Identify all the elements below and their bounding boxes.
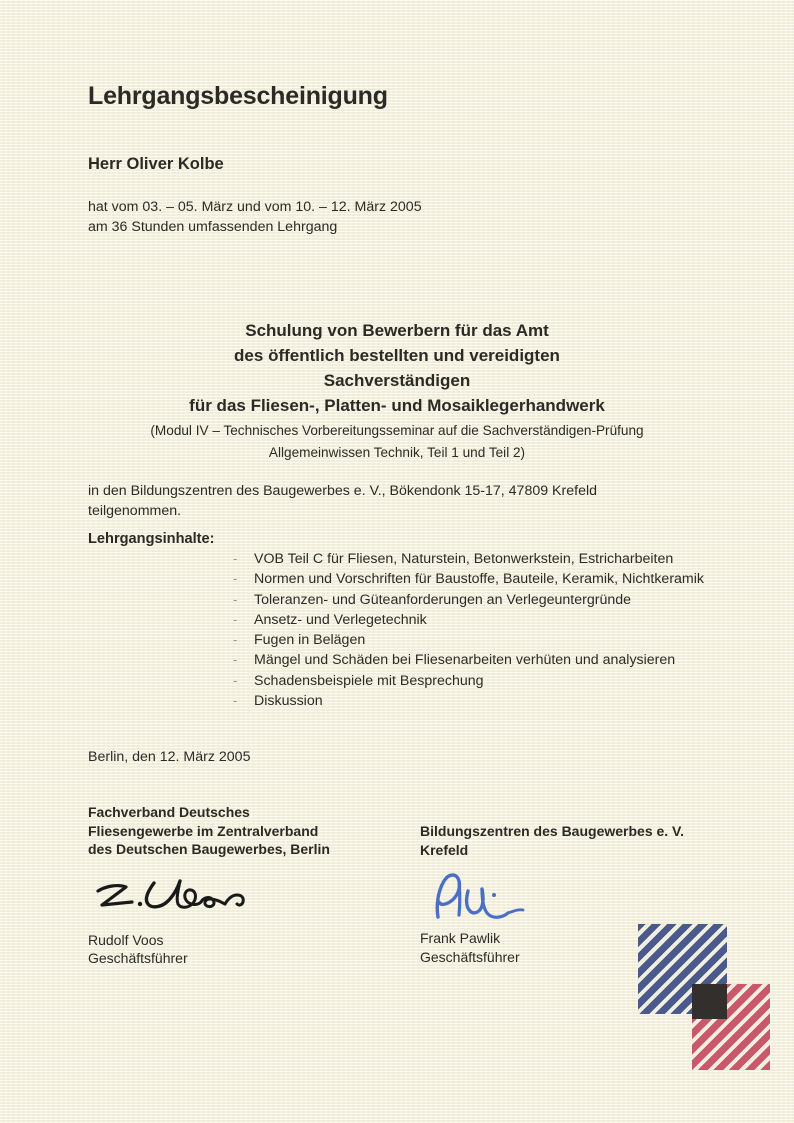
signatory-org-line-3: des Deutschen Baugewerbes, Berlin: [88, 841, 330, 857]
handwritten-signature-pawlik: [420, 869, 720, 929]
list-item: [232, 650, 752, 670]
venue-line-2: teilgenommen.: [88, 503, 182, 519]
signatory-name: Rudolf Voos: [88, 931, 164, 948]
course-title-line-1: Schulung von Bewerbern für das Amt: [245, 321, 549, 340]
signatory-org-line-1: Fachverband Deutsches: [88, 804, 250, 820]
list-item: [232, 691, 752, 711]
list-item: [232, 610, 752, 630]
list-item-label: Diskussion: [254, 693, 323, 710]
signatory-organisation: [88, 803, 378, 859]
bzb-logo: [638, 924, 770, 1070]
list-item: [232, 549, 752, 569]
contents-label: Lehrgangsinhalte:: [88, 531, 215, 547]
list-item-label: Schadensbeispiele mit Besprechung: [254, 672, 484, 689]
contents-list: [232, 549, 752, 711]
course-subtitle-line-1: (Modul IV – Technisches Vorbereitungsseminar auf die Sachverständigen-Prüfung: [150, 423, 644, 438]
handwritten-signature-voos: [88, 871, 378, 931]
course-title-line-3: Sachverständigen: [323, 371, 471, 390]
signature-block-left: [88, 803, 378, 968]
course-subtitle-line-2: Allgemeinwissen Technik, Teil 1 und Teil 2): [268, 445, 526, 460]
venue-line-1: in den Bildungszentren des Baugewerbes e. V., Bökendonk 15-17, 47809 Krefeld: [88, 483, 598, 499]
list-item-label: Fugen in Belägen: [254, 632, 366, 649]
course-title-block: [0, 318, 794, 462]
list-item-label: Toleranzen- und Güteanforderungen an Verlegeuntergründe: [254, 591, 632, 608]
course-title-line-4: für das Fliesen-, Platten- und Mosaiklegerhandwerk: [189, 396, 605, 415]
dash-bullet-icon: -: [233, 672, 238, 688]
list-item: [232, 590, 752, 610]
list-item-label: Mängel und Schäden bei Fliesenarbeiten verhüten und analysieren: [254, 652, 676, 669]
list-item: [232, 671, 752, 691]
list-item: [232, 630, 752, 650]
signatory-organisation: [420, 822, 720, 859]
dash-bullet-icon: -: [233, 571, 238, 587]
list-item: [232, 569, 752, 589]
attendance-line-2: am 36 Stunden umfassenden Lehrgang: [88, 219, 338, 235]
signatory-name-and-role: [88, 931, 378, 968]
venue-statement: [88, 481, 597, 521]
logo-dark-square-icon: [692, 984, 727, 1019]
list-item-label: Ansetz- und Verlegetechnik: [254, 611, 427, 628]
signatory-name: Frank Pawlik: [420, 930, 501, 946]
attendance-line-1: hat vom 03. – 05. März und vom 10. – 12. März 2005: [88, 199, 422, 215]
signatory-org-line-2: Krefeld: [420, 841, 469, 858]
dash-bullet-icon: -: [233, 591, 238, 607]
signatory-role: Geschäftsführer: [420, 948, 520, 965]
list-item-label: VOB Teil C für Fliesen, Naturstein, Betonwerkstein, Estricharbeiten: [254, 551, 674, 567]
list-item-label: Normen und Vorschriften für Baustoffe, Bauteile, Keramik, Nichtkeramik: [254, 571, 704, 588]
signatory-role: Geschäftsführer: [88, 950, 188, 966]
place-and-date: Berlin, den 12. März 2005: [88, 749, 251, 765]
signatory-org-line-2: Fliesengewerbe im Zentralverband: [88, 822, 319, 839]
dash-bullet-icon: -: [233, 652, 238, 668]
dash-bullet-icon: -: [233, 551, 238, 566]
attendance-statement: [88, 197, 422, 237]
course-title-line-2: des öffentlich bestellten und vereidigten: [234, 346, 560, 365]
dash-bullet-icon: -: [233, 611, 238, 627]
signatory-org-line-1: Bildungszentren des Baugewerbes e. V.: [420, 823, 685, 839]
dash-bullet-icon: -: [233, 693, 238, 709]
recipient-name: Herr Oliver Kolbe: [88, 155, 224, 173]
dash-bullet-icon: -: [233, 632, 238, 648]
page-title: Lehrgangsbescheinigung: [88, 82, 388, 110]
